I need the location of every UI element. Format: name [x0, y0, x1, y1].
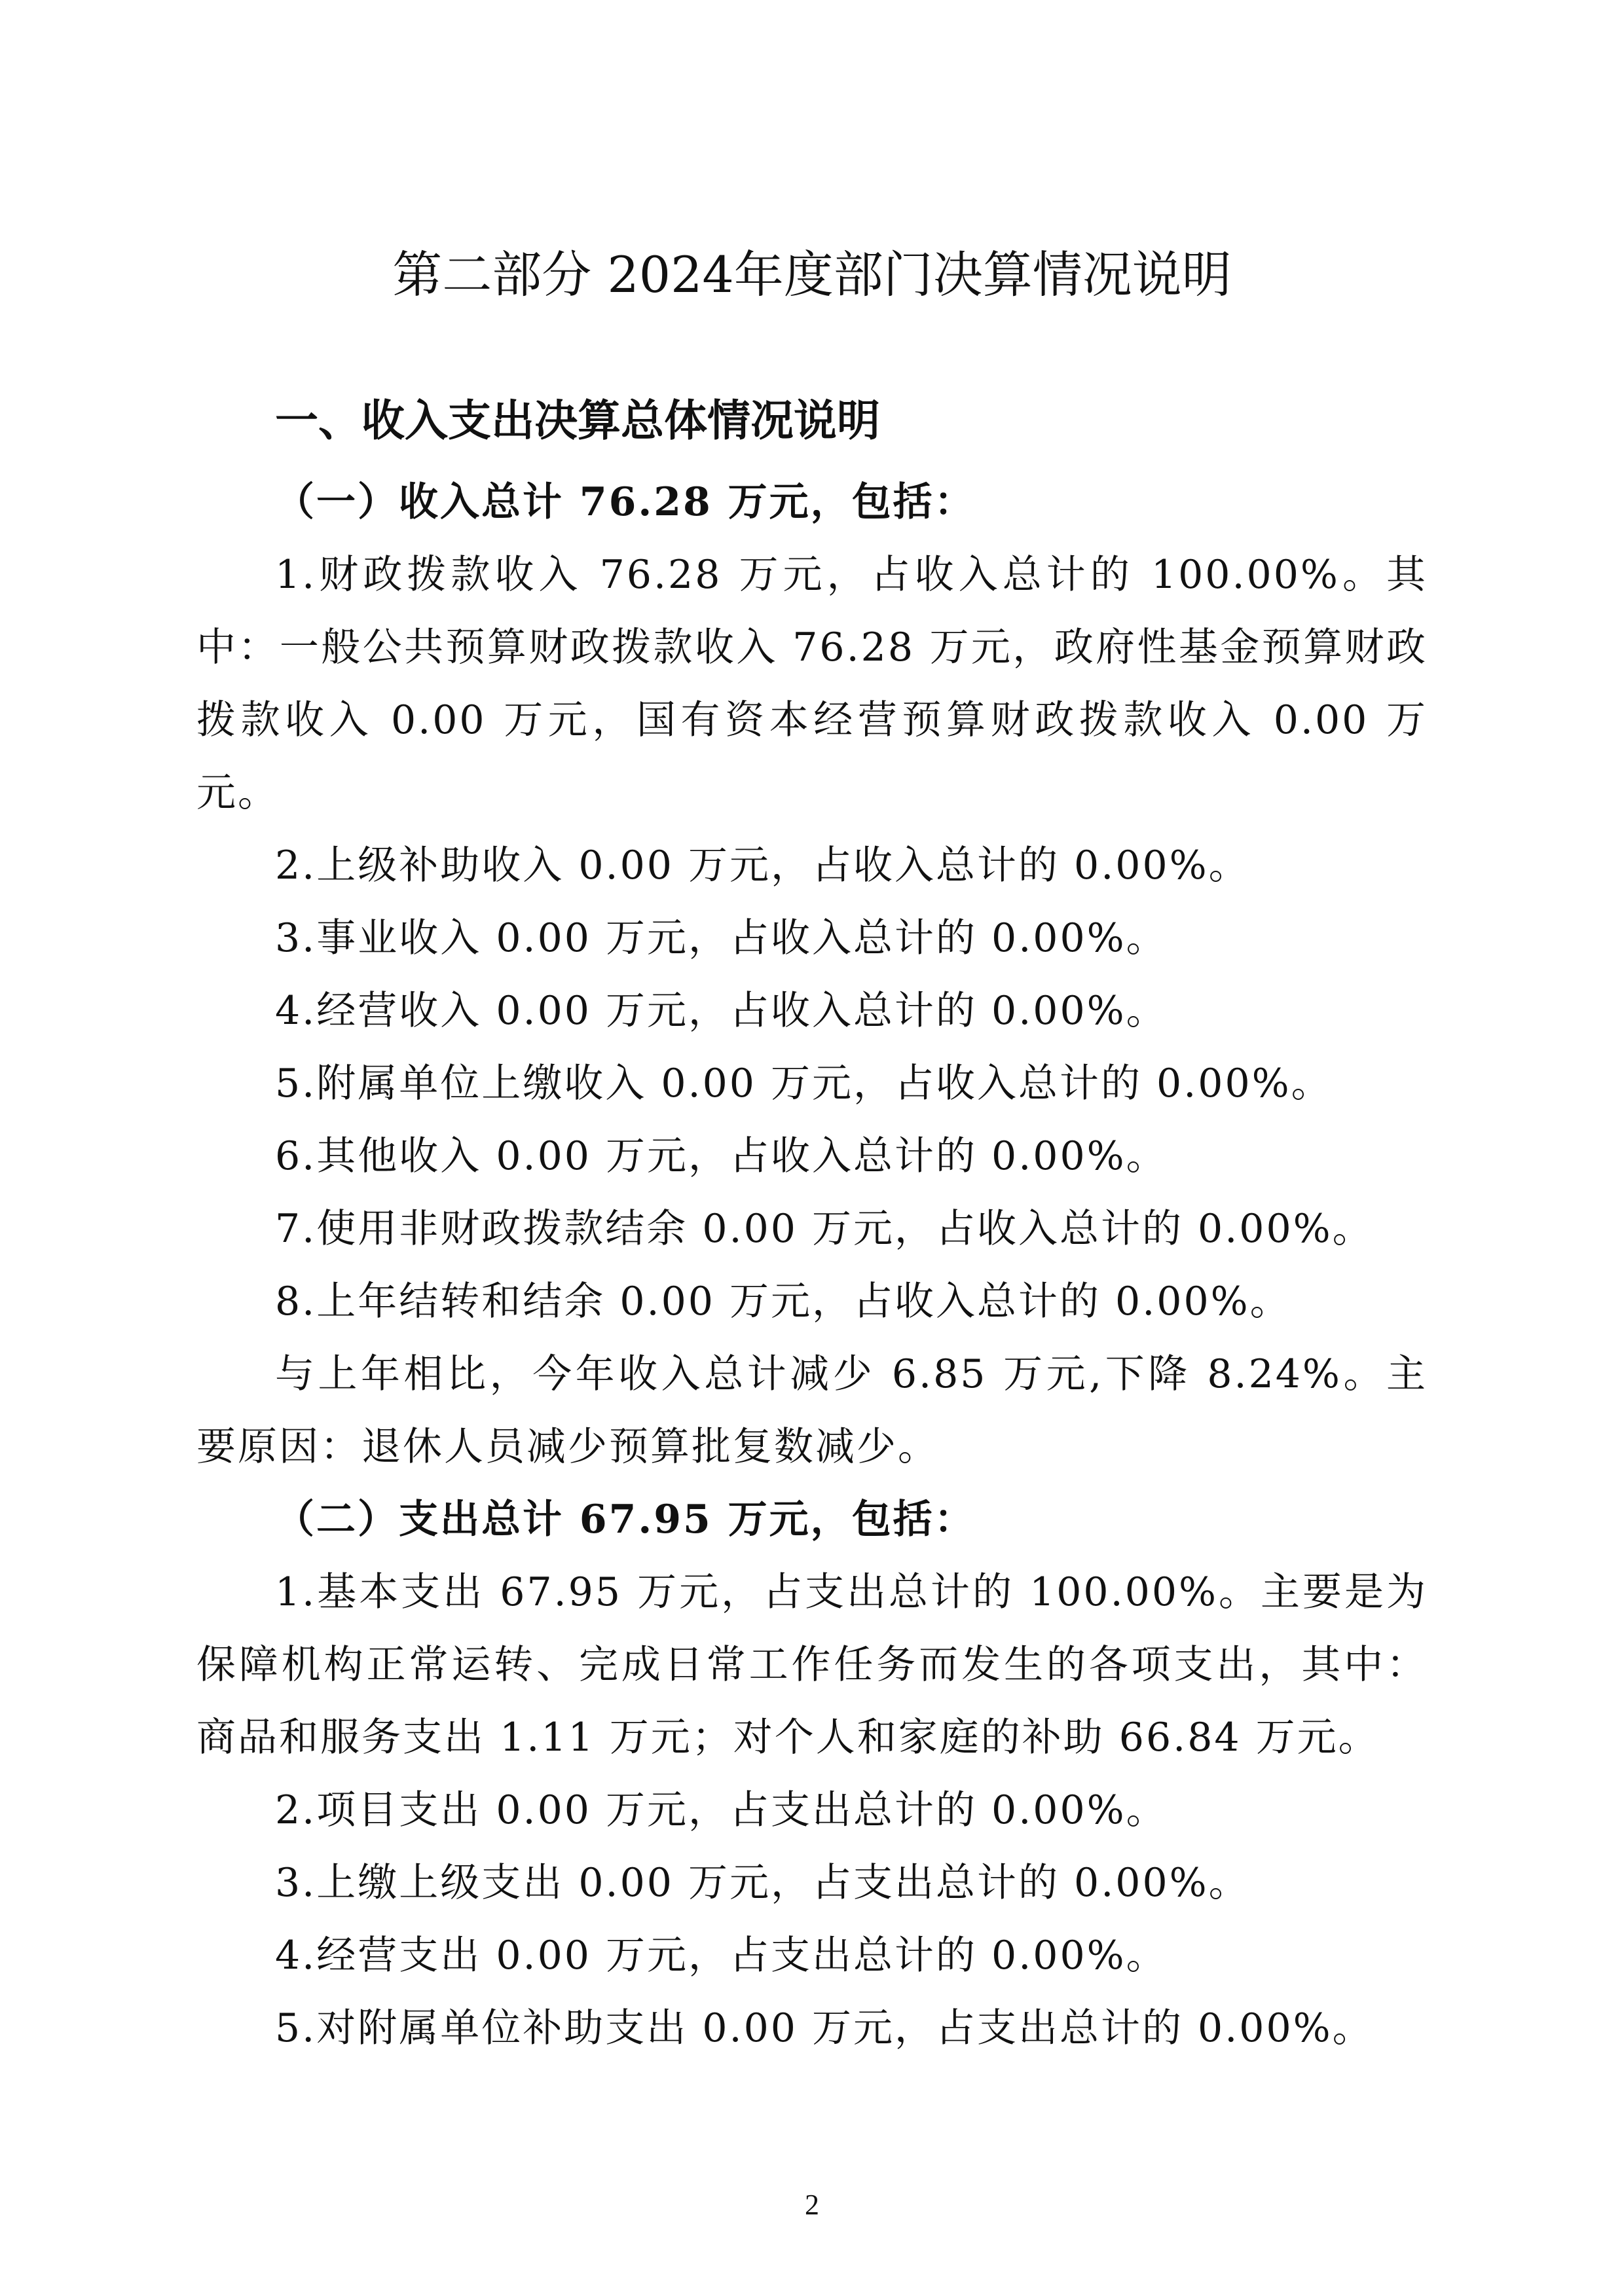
page-title: 第二部分 2024年度部门决算情况说明 [392, 246, 1232, 304]
paragraph-expense-item-2: 2.项目支出 0.00 万元，占支出总计的 0.00%。 [275, 1787, 1168, 1833]
paragraph-income-item-4: 4.经营收入 0.00 万元，占收入总计的 0.00%。 [275, 988, 1168, 1034]
section-heading: 一、收入支出决算总体情况说明 [275, 395, 880, 446]
paragraph-income-item-3: 3.事业收入 0.00 万元，占收入总计的 0.00%。 [275, 915, 1168, 961]
paragraph-expense-total-heading: （二）支出总计 67.95 万元，包括： [275, 1497, 976, 1542]
paragraph-income-item-8: 8.上年结转和结余 0.00 万元，占收入总计的 0.00%。 [275, 1279, 1291, 1324]
paragraph-income-item-7: 7.使用非财政拨款结余 0.00 万元，占收入总计的 0.00%。 [275, 1206, 1374, 1252]
page-number: 2 [805, 2189, 819, 2221]
paragraph-income-item-6: 6.其他收入 0.00 万元，占收入总计的 0.00%。 [275, 1133, 1168, 1179]
paragraph-expense-item-5: 5.对附属单位补助支出 0.00 万元，占支出总计的 0.00%。 [275, 2005, 1374, 2051]
paragraph-expense-item-4: 4.经营支出 0.00 万元，占支出总计的 0.00%。 [275, 1933, 1168, 1978]
paragraph-income-item-2: 2.上级补助收入 0.00 万元，占收入总计的 0.00%。 [275, 843, 1250, 888]
paragraph-income-item-5: 5.附属单位上缴收入 0.00 万元，占收入总计的 0.00%。 [275, 1061, 1333, 1106]
paragraph-income-item-1: 1.财政拨款收入 76.28 万元，占收入总计的 100.00%。其中：一般公共预算财政拨款收入 76.28 万元，政府性基金预算财政拨款收入 0.00 万元，国有资本经营预算财政拨款收入 0.00 万元。 [196, 552, 1428, 816]
document-body [196, 466, 1428, 2065]
paragraph-expense-item-1: 1.基本支出 67.95 万元，占支出总计的 100.00%。主要是为保障机构正常运转、完成日常工作任务而发生的各项支出，其中：商品和服务支出 1.11 万元；对个人和家庭的补助 66.84 万元。 [196, 1569, 1428, 1760]
paragraph-income-total-heading: （一）收入总计 76.28 万元，包括： [275, 479, 976, 525]
paragraph-income-comparison: 与上年相比，今年收入总计减少 6.85 万元,下降 8.24%。主要原因：退休人员减少预算批复数减少。 [196, 1351, 1428, 1470]
paragraph-expense-item-3: 3.上缴上级支出 0.00 万元，占支出总计的 0.00%。 [275, 1860, 1250, 1906]
